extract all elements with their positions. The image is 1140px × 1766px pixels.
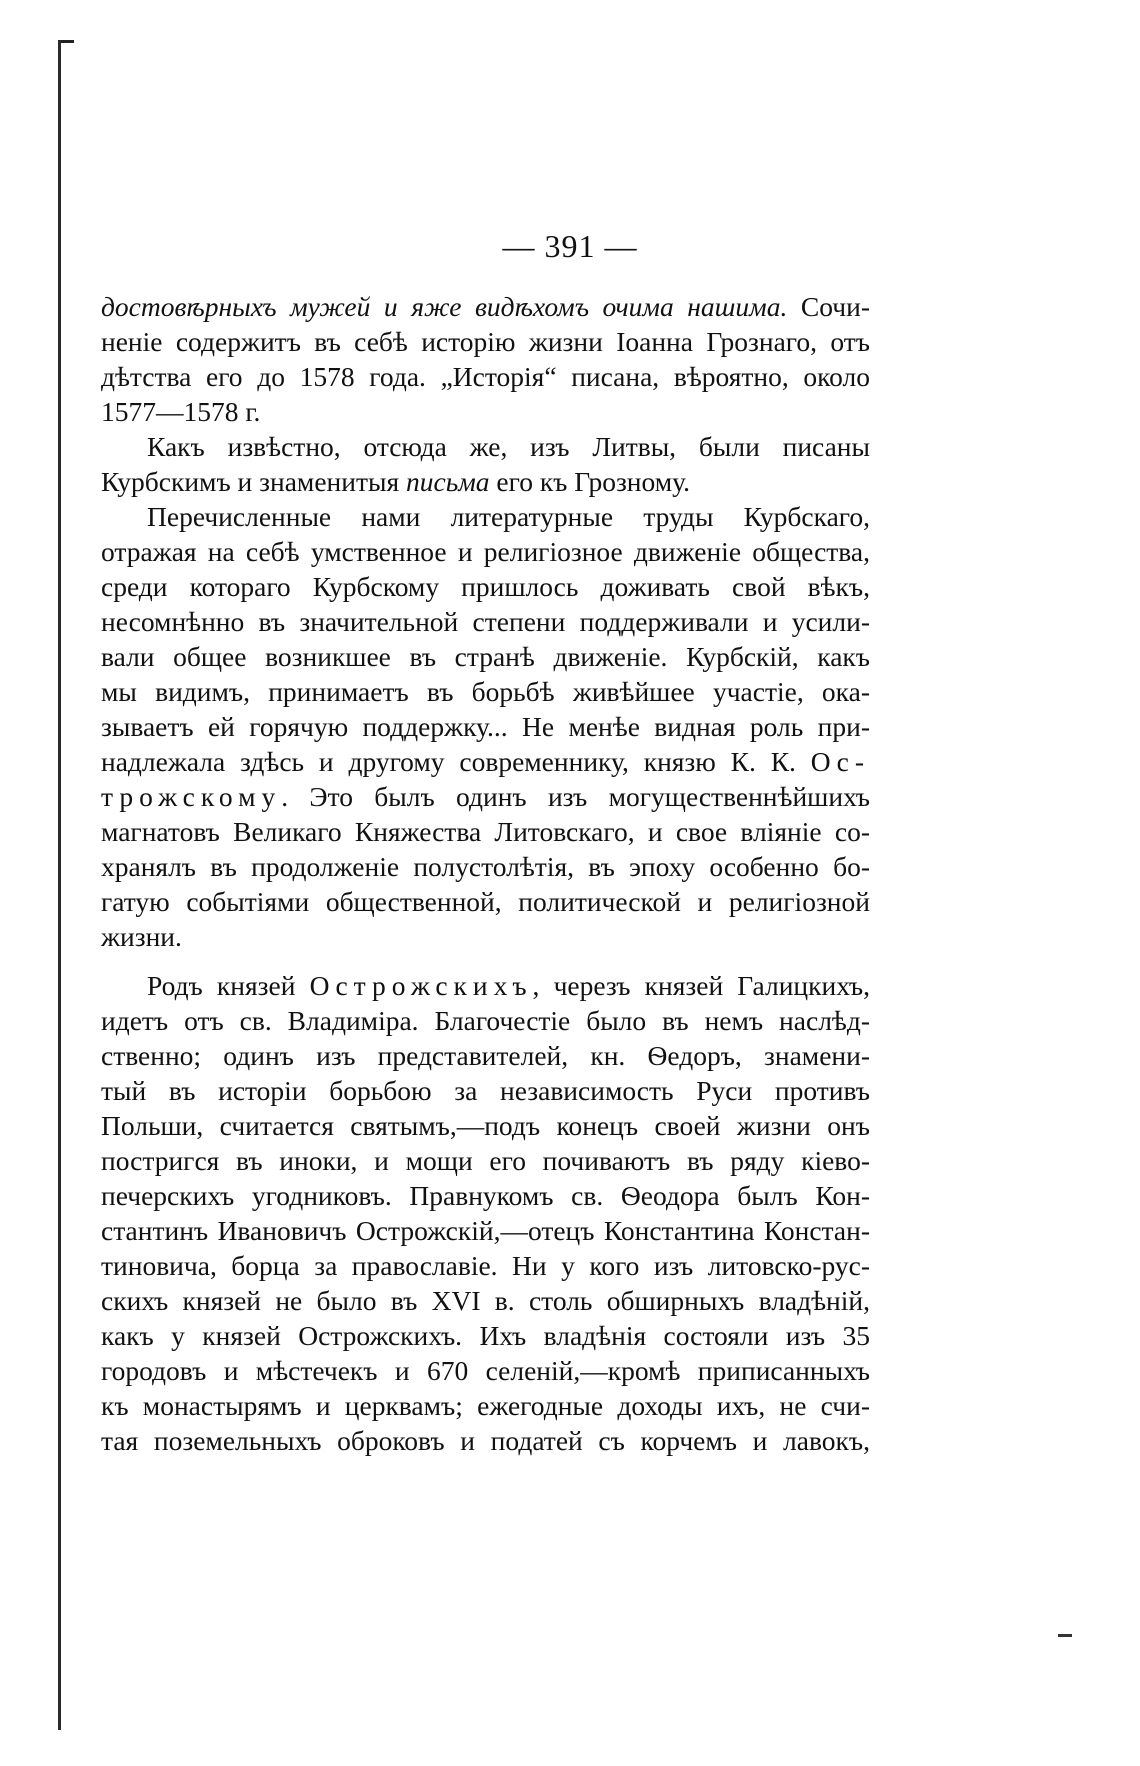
text-run: хранялъ въ продолженіе полустолѣтія, въ эпоху особенно бо- <box>101 851 870 882</box>
text-line <box>101 499 870 534</box>
spaced-name: Острожскихъ <box>309 970 533 1001</box>
text-line <box>101 849 870 884</box>
text-body <box>101 289 870 1458</box>
text-run: мы видимъ, принимаетъ въ борьбѣ живѣйшее участіе, ока- <box>101 676 870 707</box>
scan-smudge <box>1058 1634 1072 1637</box>
text-line <box>101 1283 870 1318</box>
text-run: . Это былъ одинъ изъ могущественнѣйшихъ <box>281 781 870 812</box>
text-line <box>101 1073 870 1108</box>
page-number: — 391 — <box>502 228 638 264</box>
text-run: гатую событіями общественной, политической и религіозной <box>101 886 870 917</box>
text-run: Родъ князей <box>147 970 310 1001</box>
text-line <box>101 324 870 359</box>
text-run: ственно; одинъ изъ представителей, кн. Ѳедоръ, знамени- <box>101 1040 870 1071</box>
text-run: Курбскимъ и знаменитыя <box>101 466 406 497</box>
text-line <box>101 1038 870 1073</box>
text-line <box>101 1003 870 1038</box>
text-run: стантинъ Ивановичъ Острожскій,—отецъ Константина Констан- <box>101 1215 870 1246</box>
text-line <box>101 779 870 814</box>
text-run: городовъ и мѣстечекъ и 670 селеній,—кромѣ приписанныхъ <box>101 1355 870 1386</box>
text-run: магнатовъ Великаго Княжества Литовскаго, и свое вліяніе со- <box>101 816 870 847</box>
text-run: Перечисленные нами литературные труды Курбскаго, <box>147 501 870 532</box>
text-line <box>101 604 870 639</box>
paragraph-gap <box>101 954 870 968</box>
text-line <box>101 394 870 429</box>
text-line <box>101 744 870 779</box>
text-run: его къ Грозному. <box>489 466 691 497</box>
text-line <box>101 674 870 709</box>
text-run: среди котораго Курбскому пришлось доживать свой вѣкъ, <box>101 571 870 602</box>
text-line <box>101 1248 870 1283</box>
text-line <box>101 968 870 1003</box>
text-line <box>101 814 870 849</box>
paragraph <box>101 968 870 1458</box>
text-line <box>101 884 870 919</box>
text-run: несомнѣнно въ значительной степени поддерживали и усили- <box>101 606 870 637</box>
text-run: дѣтства его до 1578 года. „Исторія“ писана, вѣроятно, около <box>101 361 870 392</box>
text-run: печерскихъ угодниковъ. Правнукомъ св. Ѳеодора былъ Кон- <box>101 1180 870 1211</box>
spaced-name: Ос- <box>810 746 870 777</box>
text-line <box>101 569 870 604</box>
text-run: отражая на себѣ умственное и религіозное движеніе общества, <box>101 536 870 567</box>
text-line <box>101 289 870 324</box>
text-run: Польши, считается святымъ,—подъ конецъ своей жизни онъ <box>101 1110 870 1141</box>
scan-edge-line <box>58 40 61 1730</box>
text-line <box>101 1213 870 1248</box>
text-line <box>101 709 870 744</box>
italic-text: письма <box>405 466 490 497</box>
text-run: скихъ князей не было въ XVI в. столь обширныхъ владѣній, <box>101 1285 870 1316</box>
text-run: тиновича, борца за православіе. Ни у кого изъ литовско-рус- <box>101 1250 870 1281</box>
paragraph <box>101 429 870 499</box>
spaced-name: трожскому <box>101 781 282 812</box>
text-line <box>101 1178 870 1213</box>
italic-text: достовѣрныхъ мужей и яже видѣхомъ очима нашима. <box>101 291 788 322</box>
text-run: надлежала здѣсь и другому современнику, князю К. К. <box>101 746 811 777</box>
text-line <box>101 1108 870 1143</box>
text-run: тый въ исторіи борьбою за независимость Руси противъ <box>101 1075 870 1106</box>
text-run: Сочи- <box>787 291 870 322</box>
text-line <box>101 429 870 464</box>
text-run: къ монастырямъ и церквамъ; ежегодные доходы ихъ, не счи- <box>101 1390 870 1421</box>
text-run: жизни. <box>101 921 182 952</box>
text-line <box>101 1388 870 1423</box>
text-line <box>101 1423 870 1458</box>
text-line <box>101 1143 870 1178</box>
text-run: тая поземельныхъ оброковъ и податей съ корчемъ и лавокъ, <box>101 1425 870 1456</box>
text-run: идетъ отъ св. Владиміра. Благочестіе было въ немъ наслѣд- <box>101 1005 870 1036</box>
paragraph <box>101 499 870 954</box>
text-run: постригся въ иноки, и мощи его почиваютъ въ ряду кіево- <box>101 1145 870 1176</box>
text-line <box>101 464 870 499</box>
text-run: какъ у князей Острожскихъ. Ихъ владѣнія состояли изъ 35 <box>101 1320 870 1351</box>
text-run: вали общее возникшее въ странѣ движеніе. Курбскій, какъ <box>101 641 870 672</box>
text-line <box>101 534 870 569</box>
text-line <box>101 919 870 954</box>
text-run: 1577—1578 г. <box>101 396 261 427</box>
text-line <box>101 639 870 674</box>
text-run: Какъ извѣстно, отсюда же, изъ Литвы, были писаны <box>147 431 870 462</box>
text-run: , черезъ князей Галицкихъ, <box>532 970 870 1001</box>
paragraph <box>101 289 870 429</box>
text-line <box>101 1353 870 1388</box>
text-line <box>101 359 870 394</box>
text-line <box>101 1318 870 1353</box>
text-run: неніе содержитъ въ себѣ исторію жизни Іоанна Грознаго, отъ <box>101 326 870 357</box>
text-run: зываетъ ей горячую поддержку... Не менѣе видная роль при- <box>101 711 870 742</box>
